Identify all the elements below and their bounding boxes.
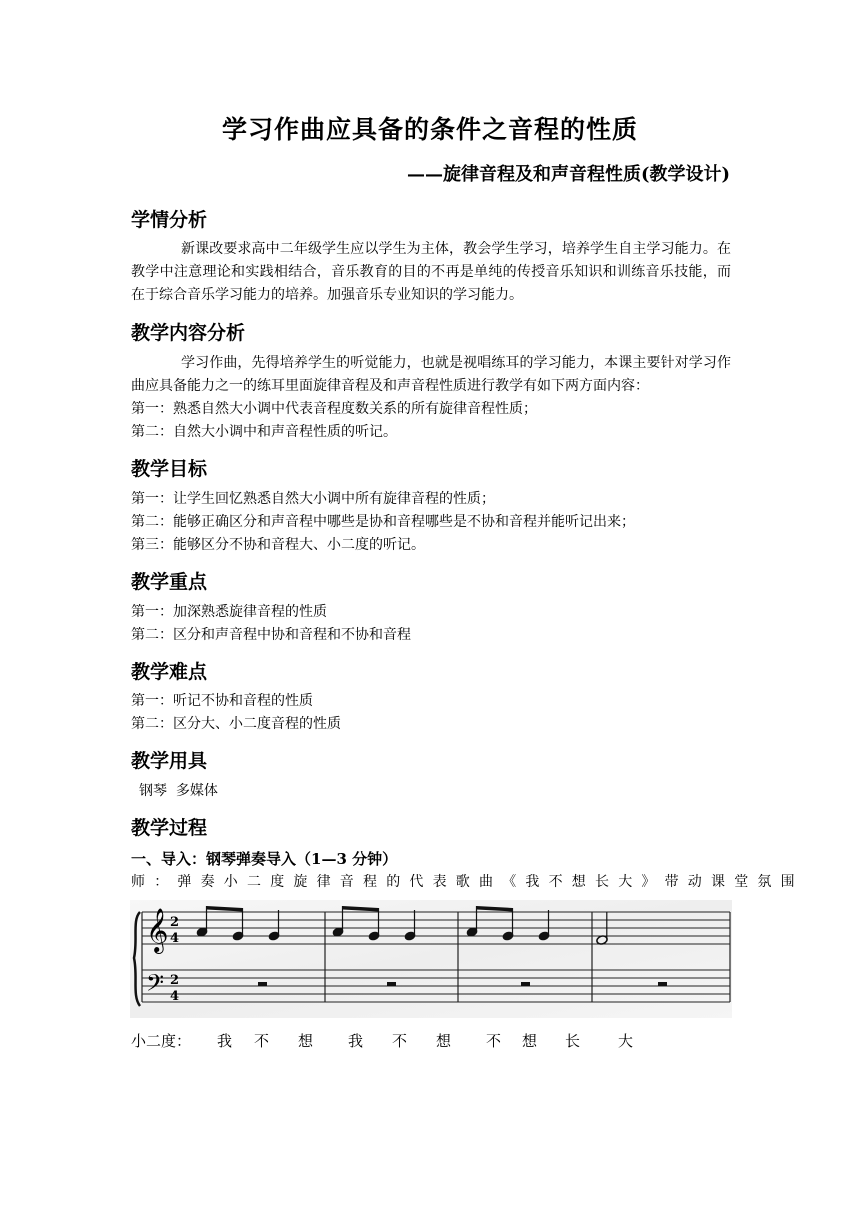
bass-clef-icon: 𝄢 <box>146 969 165 1002</box>
goal-item-3: 第三：能够区分不协和音程大、小二度的听记。 <box>131 537 425 553</box>
tools-text: 钢琴 多媒体 <box>139 783 218 799</box>
score-background <box>130 900 732 1018</box>
difficulty-item-2: 第二：区分大、小二度音程的性质 <box>131 716 341 732</box>
document-title: 学习作曲应具备的条件之音程的性质 <box>221 115 638 144</box>
heading-key-points: 教学重点 <box>131 571 208 593</box>
heading-analysis: 学情分析 <box>131 209 208 231</box>
lyric-word: 想 <box>298 1032 314 1050</box>
bass-time-top: 2 <box>170 973 180 988</box>
lyric-word: 想 <box>436 1032 452 1050</box>
lyric-word: 不 <box>392 1032 408 1050</box>
heading-goals: 教学目标 <box>131 458 208 480</box>
music-score <box>130 900 732 1018</box>
teacher-line: 师：弹奏小二度旋律音程的代表歌曲《我不想长大》带动课堂氛围 <box>131 874 804 890</box>
bass-time-bottom: 4 <box>170 989 180 1004</box>
lyric-word: 长 <box>565 1032 581 1050</box>
heading-content: 教学内容分析 <box>131 322 246 344</box>
lyrics-label: 小二度： <box>131 1032 192 1050</box>
content-item-1: 第一：熟悉自然大小调中代表音程度数关系的所有旋律音程性质； <box>131 401 537 417</box>
lyric-word: 我 <box>217 1032 233 1050</box>
analysis-paragraph: 新课改要求高中二年级学生应以学生为主体，教会学生学习，培养学生自主学习能力。在教学中注意理论和实践相结合，音乐教育的目的不再是单纯的传授音乐知识和训练音乐技能，而在于综合音乐学习能力的培养。加强音乐专业知识的学习能力。 <box>131 241 731 303</box>
difficulty-item-1: 第一：听记不协和音程的性质 <box>131 693 313 709</box>
goal-item-1: 第一：让学生回忆熟悉自然大小调中所有旋律音程的性质； <box>131 491 495 507</box>
treble-clef-icon: 𝄞 <box>146 908 169 952</box>
heading-difficulties: 教学难点 <box>131 661 208 683</box>
key-point-item-1: 第一：加深熟悉旋律音程的性质 <box>131 604 327 620</box>
lyric-word: 大 <box>618 1032 634 1050</box>
heading-process: 教学过程 <box>131 817 208 839</box>
lyric-word: 我 <box>348 1032 364 1050</box>
heading-tools: 教学用具 <box>131 750 208 772</box>
goal-item-2: 第二：能够正确区分和声音程中哪些是协和音程哪些是不协和音程并能听记出来； <box>131 514 635 530</box>
content-paragraph: 学习作曲，先得培养学生的听觉能力，也就是视唱练耳的学习能力，本课主要针对学习作曲应具备能力之一的练耳里面旋律音程及和声音程性质进行教学有如下两方面内容： <box>131 355 731 394</box>
key-point-item-2: 第二：区分和声音程中协和音程和不协和音程 <box>131 627 411 643</box>
document-subtitle: ——旋律音程及和声音程性质(教学设计) <box>406 164 730 185</box>
lyric-word: 想 <box>522 1032 538 1050</box>
process-step-1: 一、导入：钢琴弹奏导入（1—3 分钟） <box>131 850 398 868</box>
lyric-word: 不 <box>254 1032 270 1050</box>
treble-time-bottom: 4 <box>170 931 180 946</box>
content-item-2: 第二：自然大小调中和声音程性质的听记。 <box>131 424 397 440</box>
lyric-word: 不 <box>486 1032 502 1050</box>
treble-time-top: 2 <box>170 915 180 930</box>
